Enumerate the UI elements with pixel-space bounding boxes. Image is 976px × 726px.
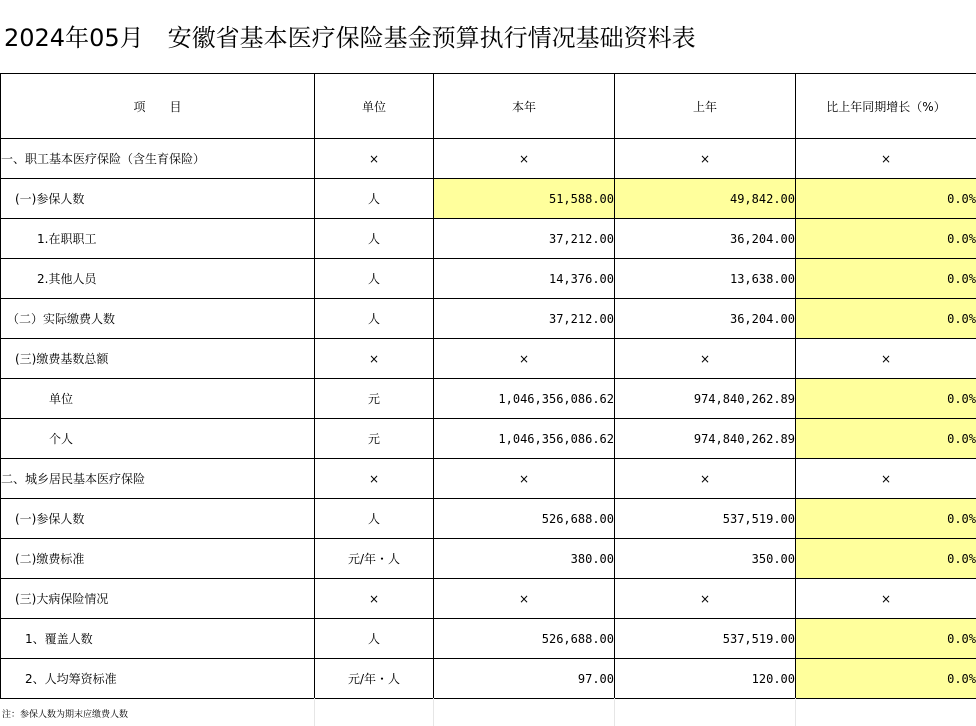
table-row [1,499,976,539]
row-this-year[interactable]: 37,212.00 [434,299,615,339]
grid-line [614,698,615,726]
row-this-year[interactable]: 14,376.00 [434,259,615,299]
row-last-year[interactable]: 974,840,262.89 [615,379,796,419]
table-row [1,219,976,259]
row-item[interactable]: 二、城乡居民基本医疗保险 [1,459,315,499]
row-last-year[interactable]: 974,840,262.89 [615,419,796,459]
row-last-year[interactable]: 537,519.00 [615,619,796,659]
row-growth[interactable]: 0.0% [796,379,976,419]
row-unit[interactable]: × [315,339,434,379]
row-unit[interactable]: 人 [315,499,434,539]
row-unit[interactable]: × [315,579,434,619]
row-this-year[interactable]: × [434,139,615,179]
table-header-row [1,74,976,139]
row-item[interactable]: 单位 [1,379,315,419]
row-this-year[interactable]: 526,688.00 [434,499,615,539]
header-item[interactable]: 项 目 [1,74,315,139]
row-growth[interactable]: × [796,459,976,499]
budget-table [0,73,976,699]
row-this-year[interactable]: 1,046,356,086.62 [434,419,615,459]
row-last-year[interactable]: × [615,579,796,619]
row-growth[interactable]: × [796,579,976,619]
table-row [1,339,976,379]
row-this-year[interactable]: 526,688.00 [434,619,615,659]
table-row [1,299,976,339]
table-row [1,379,976,419]
row-this-year[interactable]: 97.00 [434,659,615,699]
grid-line [314,698,315,726]
row-growth[interactable]: 0.0% [796,499,976,539]
header-last-year[interactable]: 上年 [615,74,796,139]
row-growth[interactable]: 0.0% [796,259,976,299]
report-period: 2024年05月 [4,24,144,52]
report-name: 安徽省基本医疗保险基金预算执行情况基础资料表 [167,24,696,52]
grid-line [433,698,434,726]
row-unit[interactable]: 人 [315,259,434,299]
row-unit[interactable]: × [315,459,434,499]
row-item[interactable]: （二）实际缴费人数 [1,299,315,339]
row-last-year[interactable]: × [615,339,796,379]
row-this-year[interactable]: × [434,459,615,499]
row-item[interactable]: 1、覆盖人数 [1,619,315,659]
table-row [1,139,976,179]
grid-line [795,698,796,726]
row-unit[interactable]: 元/年・人 [315,659,434,699]
row-growth[interactable]: 0.0% [796,299,976,339]
report-title [4,20,696,56]
table-row [1,179,976,219]
row-item[interactable]: 2.其他人员 [1,259,315,299]
row-growth[interactable]: × [796,139,976,179]
header-this-year[interactable]: 本年 [434,74,615,139]
row-growth[interactable]: 0.0% [796,219,976,259]
table-row [1,619,976,659]
row-unit[interactable]: × [315,139,434,179]
row-item[interactable]: 1.在职职工 [1,219,315,259]
row-growth[interactable]: 0.0% [796,179,976,219]
row-growth[interactable]: 0.0% [796,619,976,659]
row-last-year[interactable]: 350.00 [615,539,796,579]
row-last-year[interactable]: 36,204.00 [615,219,796,259]
header-growth[interactable]: 比上年同期增长（%） [796,74,976,139]
row-growth[interactable]: 0.0% [796,539,976,579]
row-growth[interactable]: × [796,339,976,379]
row-item[interactable]: 一、职工基本医疗保险（含生育保险） [1,139,315,179]
row-last-year[interactable]: 120.00 [615,659,796,699]
row-item[interactable]: (二)缴费标准 [1,539,315,579]
row-growth[interactable]: 0.0% [796,659,976,699]
row-this-year[interactable]: × [434,579,615,619]
row-last-year[interactable]: × [615,459,796,499]
row-last-year[interactable]: × [615,139,796,179]
row-unit[interactable]: 元/年・人 [315,539,434,579]
footnote: 注：参保人数为期末应缴费人数 [2,710,129,720]
table-row [1,579,976,619]
row-this-year[interactable]: 37,212.00 [434,219,615,259]
row-this-year[interactable]: × [434,339,615,379]
row-item[interactable]: (三)缴费基数总额 [1,339,315,379]
table-row [1,419,976,459]
row-last-year[interactable]: 13,638.00 [615,259,796,299]
row-this-year[interactable]: 380.00 [434,539,615,579]
row-unit[interactable]: 人 [315,299,434,339]
row-item[interactable]: (一)参保人数 [1,179,315,219]
row-this-year[interactable]: 51,588.00 [434,179,615,219]
row-item[interactable]: (一)参保人数 [1,499,315,539]
table-row [1,659,976,699]
row-unit[interactable]: 元 [315,419,434,459]
row-last-year[interactable]: 49,842.00 [615,179,796,219]
table-row [1,459,976,499]
row-last-year[interactable]: 537,519.00 [615,499,796,539]
row-last-year[interactable]: 36,204.00 [615,299,796,339]
row-unit[interactable]: 元 [315,379,434,419]
row-item[interactable]: 个人 [1,419,315,459]
row-this-year[interactable]: 1,046,356,086.62 [434,379,615,419]
row-item[interactable]: (三)大病保险情况 [1,579,315,619]
table-row [1,539,976,579]
row-unit[interactable]: 人 [315,619,434,659]
row-item[interactable]: 2、人均筹资标准 [1,659,315,699]
row-unit[interactable]: 人 [315,179,434,219]
row-unit[interactable]: 人 [315,219,434,259]
header-unit[interactable]: 单位 [315,74,434,139]
table-row [1,259,976,299]
row-growth[interactable]: 0.0% [796,419,976,459]
